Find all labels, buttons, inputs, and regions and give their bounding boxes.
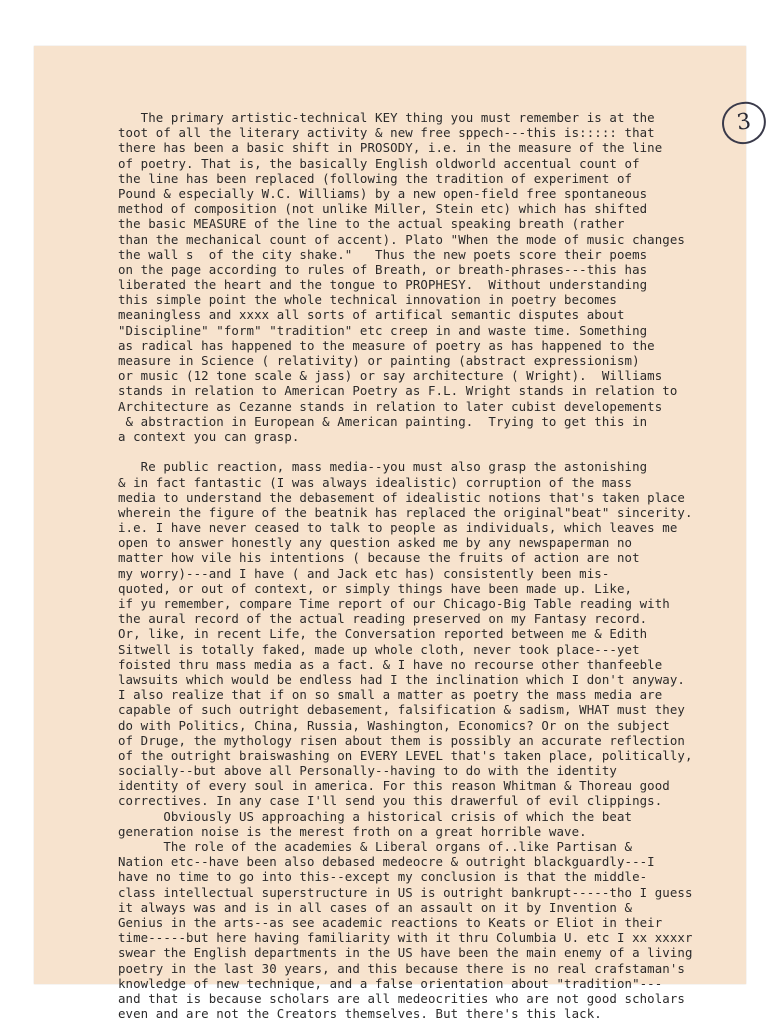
text-line: of the outright braiswashing on EVERY LEVEL that's taken place, politically, bbox=[118, 747, 693, 763]
text-line: even and are not the Creators themselves. But there's this lack. bbox=[118, 1006, 602, 1021]
text-line: do with Politics, China, Russia, Washington, Economics? Or on the subject bbox=[118, 717, 670, 733]
text-line: method of composition (not unlike Miller, Stein etc) which has shifted bbox=[118, 201, 648, 217]
text-line: quoted, or out of context, or simply things have been made up. Like, bbox=[118, 580, 633, 596]
text-line: Obviously US approaching a historical crisis of which the beat bbox=[118, 808, 633, 824]
text-line: toot of all the literary activity & new free sppech---this is::::: that bbox=[118, 125, 655, 141]
text-line: Re public reaction, mass media--you must also grasp the astonishing bbox=[118, 459, 648, 475]
text-line: Architecture as Cezanne stands in relation to later cubist developements bbox=[118, 398, 663, 414]
text-line: Genius in the arts--as see academic reactions to Keats or Eliot in their bbox=[118, 914, 663, 930]
text-line: Pound & especially W.C. Williams) by a new open-field free spontaneous bbox=[118, 185, 648, 201]
text-line: The role of the academies & Liberal organs of..like Partisan & bbox=[118, 839, 633, 854]
text-line: I also realize that if on so small a matter as poetry the mass media are bbox=[118, 687, 663, 703]
text-line: generation noise is the merest froth on a great horrible wave. bbox=[118, 823, 587, 839]
text-line: than the mechanical count of accent). Plato "When the mode of music changes bbox=[118, 231, 685, 247]
text-line: foisted thru mass media as a fact. & I have no recourse other thanfeeble bbox=[118, 656, 663, 672]
text-line: a context you can grasp. bbox=[118, 428, 300, 444]
text-line: open to answer honestly any question asked me by any newspaperman no bbox=[118, 535, 633, 551]
text-line: "Discipline" "form" "tradition" etc creep in and waste time. Something bbox=[118, 322, 648, 338]
text-line: poetry in the last 30 years, and this because there is no real crafstaman's bbox=[118, 960, 685, 976]
text-line: lawsuits which would be endless had I the inclination which I don't anyway. bbox=[118, 671, 685, 687]
text-line: of Druge, the mythology risen about them is possibly an accurate reflection bbox=[118, 732, 685, 748]
text-line: capable of such outright debasement, falsification & sadism, WHAT must they bbox=[118, 702, 685, 718]
text-line: wherein the figure of the beatnik has replaced the original"beat" sincerity. bbox=[118, 504, 693, 520]
text-line: & abstraction in European & American painting. Trying to get this in bbox=[118, 413, 648, 429]
text-line: swear the English departments in the US have been the main enemy of a living bbox=[118, 945, 693, 961]
text-line: my worry)---and I have ( and Jack etc has) consistently been mis- bbox=[118, 565, 610, 581]
text-line: there has been a basic shift in PROSODY, i.e. in the measure of the line bbox=[118, 140, 663, 156]
text-line: the wall s of the city shake." Thus the new poets score their poems bbox=[118, 246, 648, 262]
text-line: i.e. I have never ceased to talk to people as individuals, which leaves me bbox=[118, 520, 678, 536]
text-line: Sitwell is totally faked, made up whole cloth, never took place---yet bbox=[118, 641, 640, 657]
text-line: of poetry. That is, the basically English oldworld accentual count of bbox=[118, 155, 640, 171]
text-line: as radical has happened to the measure of poetry as has happened to the bbox=[118, 337, 655, 353]
text-line: correctives. In any case I'll send you this drawerful of evil clippings. bbox=[118, 793, 663, 809]
paragraph-gap bbox=[118, 444, 728, 459]
text-line: knowledge of new technique, and a false orientation about "tradition"--- bbox=[118, 975, 663, 991]
text-line: the basic MEASURE of the line to the actual speaking breath (rather bbox=[118, 216, 625, 232]
text-line: if yu remember, compare Time report of our Chicago-Big Table reading with bbox=[118, 596, 670, 611]
text-line: Or, like, in recent Life, the Conversation reported between me & Edith bbox=[118, 626, 648, 642]
text-line: socially--but above all Personally--having to do with the identity bbox=[118, 763, 617, 779]
text-line: it always was and is in all cases of an assault on it by Invention & bbox=[118, 899, 633, 915]
text-line: have no time to go into this--except my conclusion is that the middle- bbox=[118, 869, 648, 885]
page-number-circled: 3 bbox=[719, 99, 768, 147]
text-line: matter how vile his intentions ( because the fruits of action are not bbox=[118, 550, 640, 566]
text-line: this simple point the whole technical innovation in poetry becomes bbox=[118, 292, 617, 308]
text-line: liberated the heart and the tongue to PROPHESY. Without understanding bbox=[118, 277, 648, 293]
paragraph bbox=[118, 459, 728, 1021]
text-line: measure in Science ( relativity) or painting (abstract expressionism) bbox=[118, 353, 640, 368]
text-line: stands in relation to American Poetry as F.L. Wright stands in relation to bbox=[118, 383, 678, 399]
text-line: the aural record of the actual reading preserved on my Fantasy record. bbox=[118, 611, 648, 627]
paragraph bbox=[118, 110, 728, 444]
text-line: The primary artistic-technical KEY thing you must remember is at the bbox=[118, 110, 655, 125]
text-line: & in fact fantastic (I was always idealistic) corruption of the mass bbox=[118, 474, 633, 490]
text-line: time-----but here having familiarity with it thru Columbia U. etc I xx xxxxr bbox=[118, 930, 693, 946]
text-line: media to understand the debasement of idealistic notions that's taken place bbox=[118, 489, 685, 505]
text-line: or music (12 tone scale & jass) or say architecture ( Wright). Williams bbox=[118, 368, 663, 384]
text-line: and that is because scholars are all medeocrities who are not good scholars bbox=[118, 990, 685, 1006]
text-line: on the page according to rules of Breath, or breath-phrases---this has bbox=[118, 261, 648, 277]
text-line: identity of every soul in america. For this reason Whitman & Thoreau good bbox=[118, 778, 670, 794]
text-line: the line has been replaced (following the tradition of experiment of bbox=[118, 170, 633, 186]
letter-body bbox=[118, 110, 728, 1021]
text-line: class intellectual superstructure in US is outright bankrupt-----tho I guess bbox=[118, 884, 693, 900]
text-line: meaningless and xxxx all sorts of artifical semantic disputes about bbox=[118, 307, 625, 323]
text-line: Nation etc--have been also debased medeocre & outright blackguardly---I bbox=[118, 854, 655, 870]
